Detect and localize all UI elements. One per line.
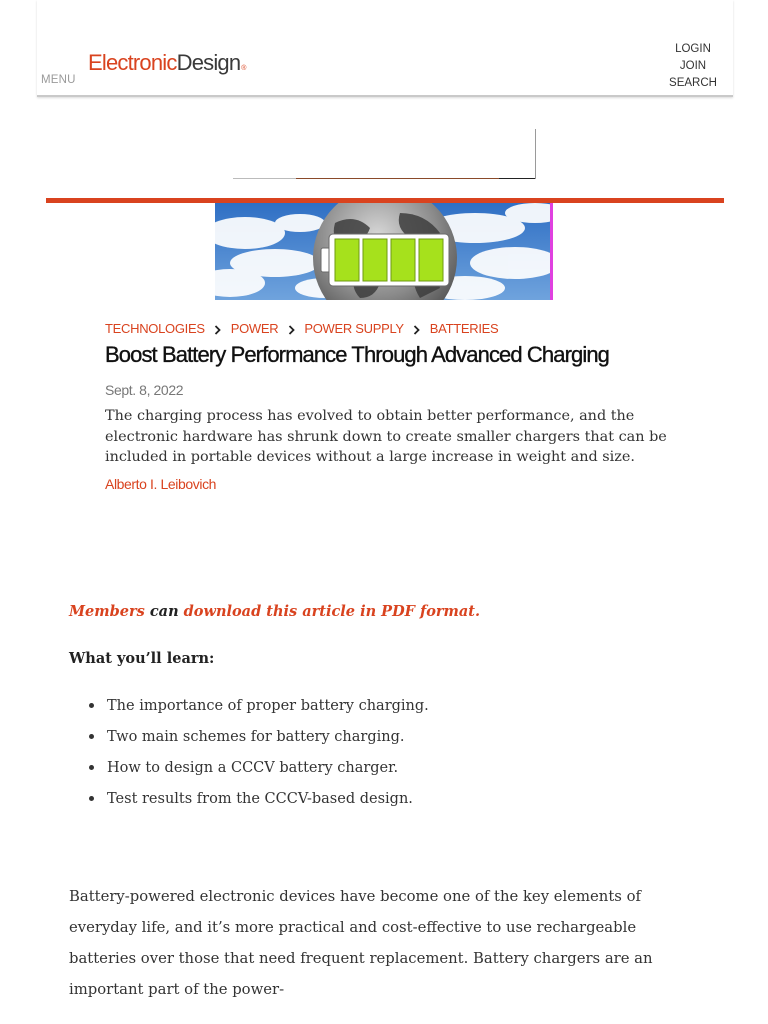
list-item — [89, 696, 429, 727]
list-item-text: Two main schemes for battery charging. — [107, 729, 405, 745]
ad-placeholder — [233, 129, 536, 179]
article-summary: The charging process has evolved to obtain better performance, and the electronic hardware has shrunk down to create smaller chargers that can be included in portable devices without a large increase in weight and size. — [105, 408, 667, 465]
logo-text-design: Design — [176, 50, 241, 75]
article-date: Sept. 8, 2022 — [105, 382, 184, 398]
article-body-paragraph: Battery-powered electronic devices have become one of the key elements of everyday life, and it’s more practical and cost-effective to use rechargeable batteries over those that need frequent replacement. Battery chargers are an important part of the power- — [69, 888, 653, 998]
login-link[interactable]: LOGIN — [675, 43, 711, 55]
chevron-right-icon — [278, 321, 304, 336]
bullet-icon — [89, 765, 94, 770]
learn-list — [89, 696, 429, 820]
hero-image — [215, 203, 553, 300]
breadcrumb-power-supply[interactable]: POWER SUPPLY — [304, 321, 404, 337]
members-link[interactable]: Members — [69, 603, 145, 620]
list-item-text: The importance of proper battery charging. — [107, 698, 429, 714]
logo-text-electronic: Electronic — [88, 50, 177, 75]
pdf-line-connector: can — [144, 603, 184, 620]
chevron-right-icon — [205, 321, 231, 336]
logo-registered-mark: ® — [241, 65, 246, 72]
user-menu — [663, 41, 723, 92]
search-link[interactable]: SEARCH — [669, 77, 717, 89]
menu-button[interactable]: MENU — [41, 74, 76, 86]
list-item-text: How to design a CCCV battery charger. — [107, 760, 399, 776]
list-item — [89, 727, 429, 758]
site-header — [37, 0, 733, 97]
list-item — [89, 758, 429, 789]
article-author-link[interactable]: Alberto I. Leibovich — [105, 476, 217, 492]
breadcrumb-technologies[interactable]: TECHNOLOGIES — [105, 321, 205, 337]
ad-border-segment — [499, 178, 535, 179]
learn-heading: What you’ll learn: — [69, 650, 215, 667]
ad-border-segment — [296, 178, 499, 179]
breadcrumb-power[interactable]: POWER — [230, 321, 279, 337]
battery-globe-illustration — [215, 203, 553, 300]
bullet-icon — [89, 734, 94, 739]
article-title: Boost Battery Performance Through Advanced Charging — [105, 342, 610, 367]
pdf-download-line — [69, 603, 480, 620]
breadcrumb-batteries[interactable]: BATTERIES — [429, 321, 499, 337]
ad-border-segment — [233, 178, 296, 179]
chevron-right-icon — [404, 321, 430, 336]
bullet-icon — [89, 703, 94, 708]
join-link[interactable]: JOIN — [679, 60, 707, 72]
site-logo[interactable] — [88, 50, 246, 76]
bullet-icon — [89, 796, 94, 801]
list-item — [89, 789, 429, 820]
breadcrumb — [105, 320, 498, 336]
list-item-text: Test results from the CCCV-based design. — [107, 791, 413, 807]
download-pdf-link[interactable]: download this article in PDF format. — [183, 603, 481, 620]
